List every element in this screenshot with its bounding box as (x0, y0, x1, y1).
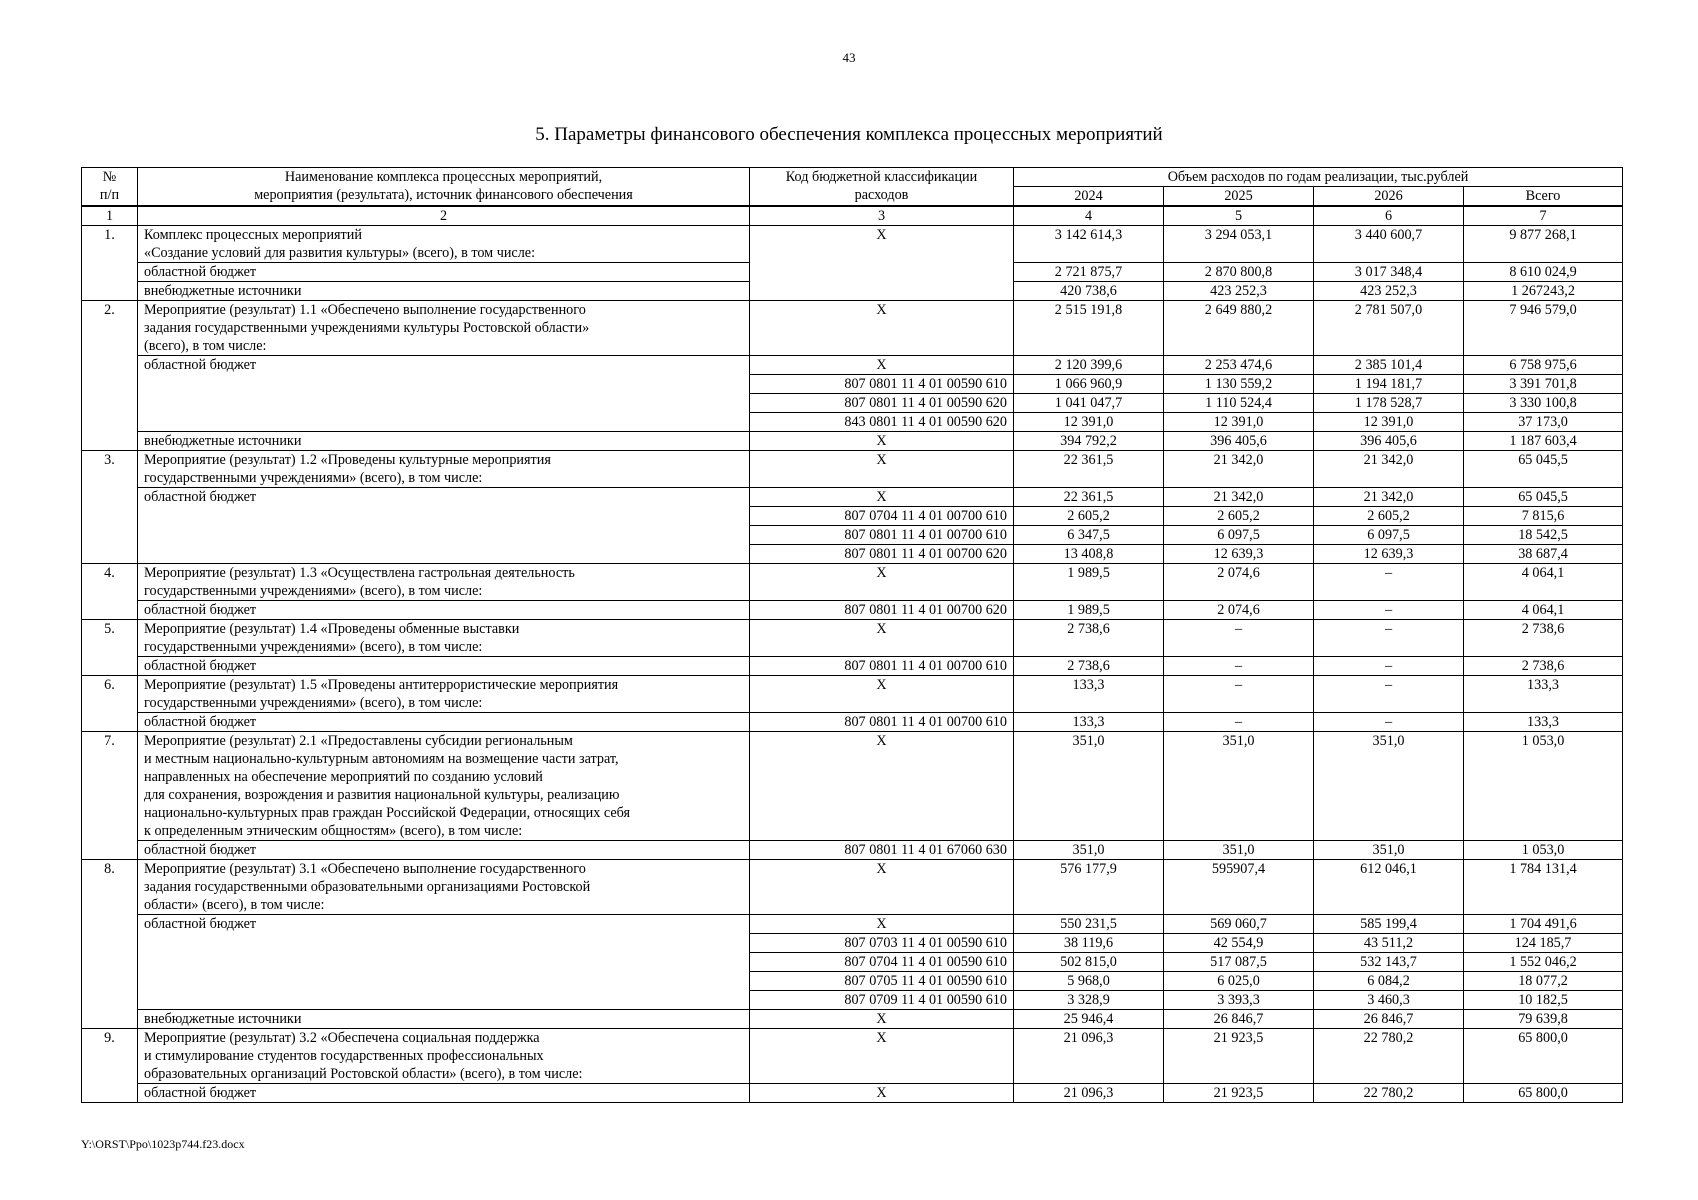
row-code: 807 0709 11 4 01 00590 610 (750, 991, 1014, 1010)
value-2024: 133,3 (1014, 676, 1164, 713)
row-name: Мероприятие (результат) 1.2 «Проведены культурные мероприятия государственными учреждениями» (всего), в том числе: (138, 451, 750, 488)
row-code: X (750, 564, 1014, 601)
value-2026: 26 846,7 (1314, 1010, 1464, 1029)
value-2025: 2 253 474,6 (1164, 356, 1314, 375)
row-code: 807 0801 11 4 01 00700 610 (750, 657, 1014, 676)
table-row (82, 601, 1623, 620)
value-total: 18 077,2 (1464, 972, 1623, 991)
row-name: областной бюджет (138, 657, 750, 676)
row-name: областной бюджет (138, 356, 750, 432)
row-number: 9. (82, 1029, 138, 1103)
value-total: 1 267243,2 (1464, 282, 1623, 301)
table-row (82, 860, 1623, 915)
value-2026: 3 440 600,7 (1314, 226, 1464, 263)
value-2026: 21 342,0 (1314, 488, 1464, 507)
value-2025: – (1164, 713, 1314, 732)
value-2025: 517 087,5 (1164, 953, 1314, 972)
value-2024: 2 738,6 (1014, 620, 1164, 657)
row-code: X (750, 488, 1014, 507)
footer-file-path: Y:\ORST\Ppo\1023p744.f23.docx (81, 1137, 245, 1151)
row-code: 807 0801 11 4 01 00590 610 (750, 375, 1014, 394)
value-2025: 2 074,6 (1164, 564, 1314, 601)
value-2024: 351,0 (1014, 732, 1164, 841)
value-total: 3 330 100,8 (1464, 394, 1623, 413)
row-name: внебюджетные источники (138, 282, 750, 301)
value-total: 1 053,0 (1464, 841, 1623, 860)
value-2025: 569 060,7 (1164, 915, 1314, 934)
value-2025: 6 025,0 (1164, 972, 1314, 991)
table-row (82, 676, 1623, 713)
row-code: 807 0801 11 4 01 00700 620 (750, 601, 1014, 620)
table-row (82, 713, 1623, 732)
row-number: 4. (82, 564, 138, 620)
value-2026: 423 252,3 (1314, 282, 1464, 301)
value-2025: 1 130 559,2 (1164, 375, 1314, 394)
value-2026: 1 194 181,7 (1314, 375, 1464, 394)
value-2024: 1 989,5 (1014, 601, 1164, 620)
value-2026: 351,0 (1314, 732, 1464, 841)
financing-table (81, 167, 1623, 1103)
row-code: X (750, 432, 1014, 451)
table-row (82, 1084, 1623, 1103)
value-2024: 22 361,5 (1014, 488, 1164, 507)
value-2024: 21 096,3 (1014, 1084, 1164, 1103)
value-2025: 1 110 524,4 (1164, 394, 1314, 413)
value-2026: 12 639,3 (1314, 545, 1464, 564)
column-number: 6 (1314, 206, 1464, 226)
value-2026: – (1314, 601, 1464, 620)
value-total: 37 173,0 (1464, 413, 1623, 432)
page-title: 5. Параметры финансового обеспечения комплекса процессных мероприятий (535, 124, 1163, 145)
table-row (82, 1029, 1623, 1084)
row-code: 807 0801 11 4 01 00700 610 (750, 526, 1014, 545)
value-2025: 423 252,3 (1164, 282, 1314, 301)
value-2026: 585 199,4 (1314, 915, 1464, 934)
row-name: Мероприятие (результат) 2.1 «Предоставлены субсидии региональным и местным национально-культурным автономиям на возмещение части затрат, направленных на обеспечение мероприятий по созданию условий для сохранения, возрождения и развития национальной культуры, реализацию национально-культурных прав граждан Российской Федерации, относящих себя к определенным этническим общностям» (всего), в том числе: (138, 732, 750, 841)
row-code: X (750, 301, 1014, 356)
value-total: 3 391 701,8 (1464, 375, 1623, 394)
row-name: Мероприятие (результат) 1.5 «Проведены антитеррористические мероприятия государственными учреждениями» (всего), в том числе: (138, 676, 750, 713)
value-2025: 6 097,5 (1164, 526, 1314, 545)
row-name: Мероприятие (результат) 3.2 «Обеспечена социальная поддержка и стимулирование студентов государственных профессиональных образовательных организаций Ростовской области» (всего), в том числе: (138, 1029, 750, 1084)
row-name: Мероприятие (результат) 3.1 «Обеспечено выполнение государственного задания государственными образовательными организациями Ростовской области» (всего), в том числе: (138, 860, 750, 915)
value-2024: 2 515 191,8 (1014, 301, 1164, 356)
table-row (82, 915, 1623, 934)
row-number: 6. (82, 676, 138, 732)
value-2024: 1 041 047,7 (1014, 394, 1164, 413)
value-2024: 2 721 875,7 (1014, 263, 1164, 282)
table-row (82, 732, 1623, 841)
value-total: 124 185,7 (1464, 934, 1623, 953)
value-2025: 42 554,9 (1164, 934, 1314, 953)
row-number: 7. (82, 732, 138, 860)
value-2026: – (1314, 713, 1464, 732)
table-body (82, 226, 1623, 1103)
row-code: X (750, 915, 1014, 934)
row-number: 3. (82, 451, 138, 564)
row-code: 807 0703 11 4 01 00590 610 (750, 934, 1014, 953)
value-total: 18 542,5 (1464, 526, 1623, 545)
row-code: 807 0801 11 4 01 67060 630 (750, 841, 1014, 860)
value-2026: 2 781 507,0 (1314, 301, 1464, 356)
row-code: 807 0705 11 4 01 00590 610 (750, 972, 1014, 991)
value-total: 65 800,0 (1464, 1029, 1623, 1084)
value-2025: 2 870 800,8 (1164, 263, 1314, 282)
table-row (82, 657, 1623, 676)
value-2024: 133,3 (1014, 713, 1164, 732)
value-total: 6 758 975,6 (1464, 356, 1623, 375)
value-2026: 21 342,0 (1314, 451, 1464, 488)
value-2026: 6 084,2 (1314, 972, 1464, 991)
value-total: 65 045,5 (1464, 488, 1623, 507)
value-2026: – (1314, 564, 1464, 601)
value-total: 10 182,5 (1464, 991, 1623, 1010)
column-number: 1 (82, 206, 138, 226)
value-total: 65 800,0 (1464, 1084, 1623, 1103)
row-code: X (750, 620, 1014, 657)
value-total: 133,3 (1464, 676, 1623, 713)
value-2026: 612 046,1 (1314, 860, 1464, 915)
row-name: Мероприятие (результат) 1.3 «Осуществлена гастрольная деятельность государственными учреждениями» (всего), в том числе: (138, 564, 750, 601)
value-2025: 2 074,6 (1164, 601, 1314, 620)
value-2025: 3 393,3 (1164, 991, 1314, 1010)
value-total: 65 045,5 (1464, 451, 1623, 488)
value-total: 4 064,1 (1464, 564, 1623, 601)
column-number: 2 (138, 206, 750, 226)
table-row (82, 1010, 1623, 1029)
value-total: 4 064,1 (1464, 601, 1623, 620)
value-2024: 21 096,3 (1014, 1029, 1164, 1084)
row-name: внебюджетные источники (138, 1010, 750, 1029)
value-2026: 532 143,7 (1314, 953, 1464, 972)
value-2025: 12 639,3 (1164, 545, 1314, 564)
value-2026: 2 605,2 (1314, 507, 1464, 526)
table-row (82, 620, 1623, 657)
row-code: X (750, 356, 1014, 375)
value-total: 7 815,6 (1464, 507, 1623, 526)
row-name: областной бюджет (138, 713, 750, 732)
row-number: 1. (82, 226, 138, 301)
table-row (82, 226, 1623, 263)
row-name: Комплекс процессных мероприятий «Создание условий для развития культуры» (всего), в том числе: (138, 226, 750, 263)
value-2025: 351,0 (1164, 841, 1314, 860)
table-row (82, 451, 1623, 488)
table-row (82, 356, 1623, 375)
value-2025: 21 342,0 (1164, 488, 1314, 507)
header-volume: Объем расходов по годам реализации, тыс.рублей (1014, 168, 1623, 187)
value-2025: 2 649 880,2 (1164, 301, 1314, 356)
value-2025: – (1164, 657, 1314, 676)
value-2025: 396 405,6 (1164, 432, 1314, 451)
row-code: X (750, 1010, 1014, 1029)
column-number: 3 (750, 206, 1014, 226)
row-code: X (750, 732, 1014, 841)
value-total: 133,3 (1464, 713, 1623, 732)
value-2024: 25 946,4 (1014, 1010, 1164, 1029)
row-name: областной бюджет (138, 841, 750, 860)
header-year-2026: 2026 (1314, 187, 1464, 207)
row-code: X (750, 1029, 1014, 1084)
row-code: 807 0704 11 4 01 00590 610 (750, 953, 1014, 972)
table-header (82, 168, 1623, 226)
value-2026: 2 385 101,4 (1314, 356, 1464, 375)
table-row (82, 432, 1623, 451)
value-2024: 13 408,8 (1014, 545, 1164, 564)
column-numbers-row (82, 206, 1623, 226)
row-code: X (750, 1084, 1014, 1103)
header-year-2024: 2024 (1014, 187, 1164, 207)
value-2026: 12 391,0 (1314, 413, 1464, 432)
row-name: Мероприятие (результат) 1.1 «Обеспечено выполнение государственного задания государственными учреждениями культуры Ростовской области» (всего), в том числе: (138, 301, 750, 356)
value-2026: – (1314, 676, 1464, 713)
value-2025: 21 923,5 (1164, 1029, 1314, 1084)
row-number: 5. (82, 620, 138, 676)
value-2025: 3 294 053,1 (1164, 226, 1314, 263)
row-code: 807 0704 11 4 01 00700 610 (750, 507, 1014, 526)
row-code: X (750, 226, 1014, 301)
row-code: X (750, 860, 1014, 915)
value-total: 79 639,8 (1464, 1010, 1623, 1029)
row-code: 807 0801 11 4 01 00700 620 (750, 545, 1014, 564)
value-2025: 2 605,2 (1164, 507, 1314, 526)
row-name: областной бюджет (138, 601, 750, 620)
row-name: областной бюджет (138, 263, 750, 282)
table-row (82, 841, 1623, 860)
value-total: 1 784 131,4 (1464, 860, 1623, 915)
value-2024: 38 119,6 (1014, 934, 1164, 953)
value-2026: 3 460,3 (1314, 991, 1464, 1010)
row-name: областной бюджет (138, 915, 750, 1010)
value-2024: 12 391,0 (1014, 413, 1164, 432)
value-2024: 550 231,5 (1014, 915, 1164, 934)
value-2025: – (1164, 676, 1314, 713)
value-2026: 351,0 (1314, 841, 1464, 860)
value-2026: 6 097,5 (1314, 526, 1464, 545)
value-2025: 351,0 (1164, 732, 1314, 841)
value-2026: 3 017 348,4 (1314, 263, 1464, 282)
value-2025: 12 391,0 (1164, 413, 1314, 432)
column-number: 5 (1164, 206, 1314, 226)
value-total: 2 738,6 (1464, 657, 1623, 676)
row-code: X (750, 451, 1014, 488)
row-name: Мероприятие (результат) 1.4 «Проведены обменные выставки государственными учреждениями» (всего), в том числе: (138, 620, 750, 657)
value-2024: 5 968,0 (1014, 972, 1164, 991)
value-2024: 351,0 (1014, 841, 1164, 860)
header-year-2025: 2025 (1164, 187, 1314, 207)
row-code: X (750, 676, 1014, 713)
value-total: 8 610 024,9 (1464, 263, 1623, 282)
value-2025: 26 846,7 (1164, 1010, 1314, 1029)
row-name: областной бюджет (138, 1084, 750, 1103)
row-name: областной бюджет (138, 488, 750, 564)
row-code: 807 0801 11 4 01 00700 610 (750, 713, 1014, 732)
value-2024: 2 120 399,6 (1014, 356, 1164, 375)
value-2024: 3 328,9 (1014, 991, 1164, 1010)
row-number: 2. (82, 301, 138, 451)
value-2024: 576 177,9 (1014, 860, 1164, 915)
value-2024: 502 815,0 (1014, 953, 1164, 972)
value-2026: 22 780,2 (1314, 1029, 1464, 1084)
value-2026: 22 780,2 (1314, 1084, 1464, 1103)
value-total: 1 187 603,4 (1464, 432, 1623, 451)
value-2024: 3 142 614,3 (1014, 226, 1164, 263)
value-2025: – (1164, 620, 1314, 657)
row-code: 843 0801 11 4 01 00590 620 (750, 413, 1014, 432)
value-2026: – (1314, 620, 1464, 657)
value-2024: 2 738,6 (1014, 657, 1164, 676)
value-2024: 22 361,5 (1014, 451, 1164, 488)
header-name: Наименование комплекса процессных мероприятий, мероприятия (результата), источник финансового обеспечения (138, 168, 750, 207)
value-total: 1 552 046,2 (1464, 953, 1623, 972)
value-2026: – (1314, 657, 1464, 676)
value-2024: 6 347,5 (1014, 526, 1164, 545)
table-row (82, 488, 1623, 507)
value-2024: 420 738,6 (1014, 282, 1164, 301)
value-2026: 1 178 528,7 (1314, 394, 1464, 413)
value-2024: 394 792,2 (1014, 432, 1164, 451)
value-2024: 1 989,5 (1014, 564, 1164, 601)
value-2025: 21 923,5 (1164, 1084, 1314, 1103)
value-2025: 21 342,0 (1164, 451, 1314, 488)
header-total: Всего (1464, 187, 1623, 207)
value-2026: 396 405,6 (1314, 432, 1464, 451)
value-2026: 43 511,2 (1314, 934, 1464, 953)
row-code: 807 0801 11 4 01 00590 620 (750, 394, 1014, 413)
column-number: 7 (1464, 206, 1623, 226)
value-total: 1 053,0 (1464, 732, 1623, 841)
table-row (82, 301, 1623, 356)
value-total: 38 687,4 (1464, 545, 1623, 564)
header-code: Код бюджетной классификации расходов (750, 168, 1014, 207)
row-name: внебюджетные источники (138, 432, 750, 451)
value-total: 7 946 579,0 (1464, 301, 1623, 356)
value-2025: 595907,4 (1164, 860, 1314, 915)
value-total: 2 738,6 (1464, 620, 1623, 657)
page-number: 43 (842, 50, 856, 65)
header-num: № п/п (82, 168, 138, 207)
column-number: 4 (1014, 206, 1164, 226)
row-number: 8. (82, 860, 138, 1029)
value-2024: 2 605,2 (1014, 507, 1164, 526)
value-2024: 1 066 960,9 (1014, 375, 1164, 394)
value-total: 9 877 268,1 (1464, 226, 1623, 263)
table-row (82, 564, 1623, 601)
value-total: 1 704 491,6 (1464, 915, 1623, 934)
